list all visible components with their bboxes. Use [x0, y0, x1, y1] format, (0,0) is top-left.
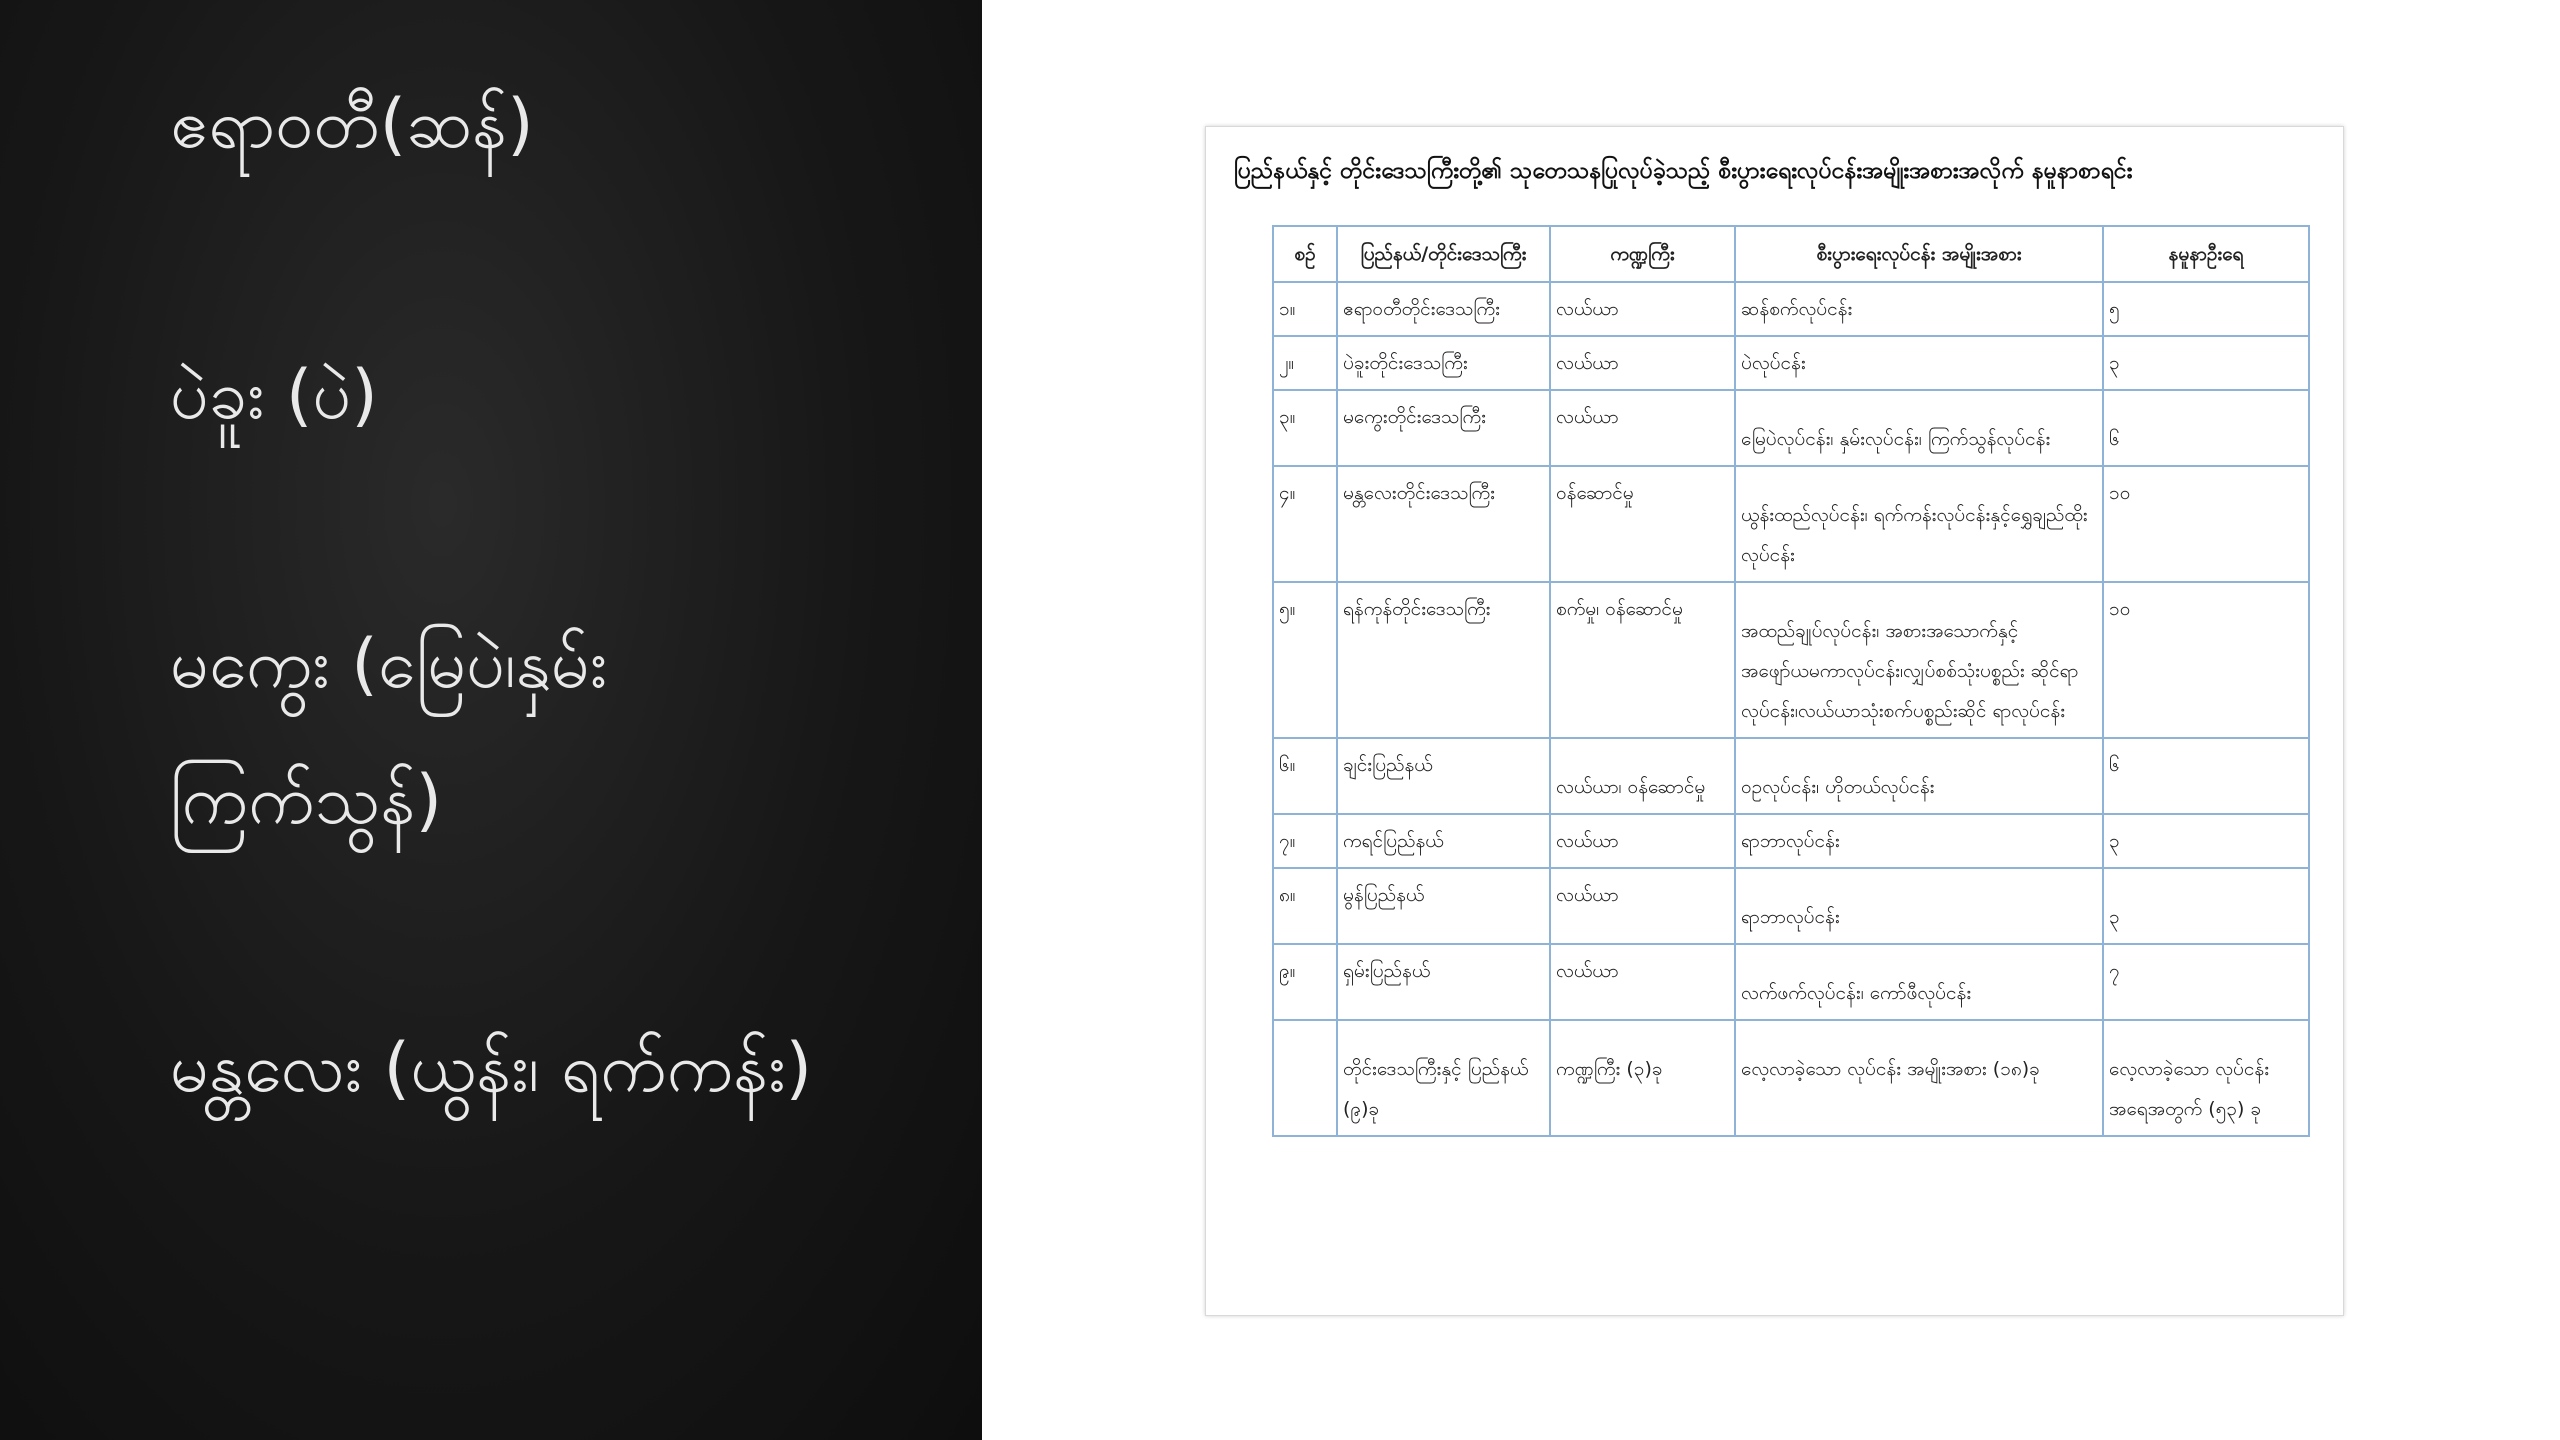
table-row [1273, 868, 2309, 944]
cell-region: ကရင်ပြည်နယ် [1337, 814, 1550, 868]
table-row [1273, 336, 2309, 390]
cell-sample: ၇ [2103, 944, 2309, 1020]
cell-no: ၃။ [1273, 390, 1337, 466]
header-sector: ကဏ္ဍကြီး [1550, 226, 1735, 282]
cell-business: အထည်ချုပ်လုပ်ငန်း၊ အစားအသောက်နှင့် အဖျော်ယမကာလုပ်ငန်း၊လျှပ်စစ်သုံးပစ္စည်း ဆိုင်ရာလုပ်ငန်း၊လယ်ယာသုံးစက်ပစ္စည်းဆိုင် ရာလုပ်ငန်း [1735, 582, 2103, 738]
cell-sample: ၃ [2103, 336, 2309, 390]
bullet-ayeyarwady: ဧရာဝတီ(ဆန်) [170, 85, 534, 164]
header-business: စီးပွားရေးလုပ်ငန်း အမျိုးအစား [1735, 226, 2103, 282]
bullet-magway-cont: ကြက်သွန်) [170, 761, 442, 840]
cell-business: ယွန်းထည်လုပ်ငန်း၊ ရက်ကန်းလုပ်ငန်းနှင့်ရွှေချည်ထိုးလုပ်ငန်း [1735, 466, 2103, 582]
table-row-summary [1273, 1020, 2309, 1136]
cell-region: ရန်ကုန်တိုင်းဒေသကြီး [1337, 582, 1550, 738]
cell-region: ချင်းပြည်နယ် [1337, 738, 1550, 814]
slide-text-panel [0, 0, 982, 1440]
cell-sample: ၅ [2103, 282, 2309, 336]
cell-sample: ၆ [2103, 738, 2309, 814]
cell-sample: ၆ [2103, 390, 2309, 466]
cell-no: ၆။ [1273, 738, 1337, 814]
cell-sample: ၃ [2103, 814, 2309, 868]
header-no: စဉ် [1273, 226, 1337, 282]
table-row [1273, 582, 2309, 738]
cell-sample: ၁၀ [2103, 582, 2309, 738]
cell-sample: ၁၀ [2103, 466, 2309, 582]
table-row [1273, 738, 2309, 814]
table-header-row [1273, 226, 2309, 282]
cell-sector: စက်မှု၊ ဝန်ဆောင်မှု [1550, 582, 1735, 738]
cell-region: မန္တလေးတိုင်းဒေသကြီး [1337, 466, 1550, 582]
cell-sector: လယ်ယာ [1550, 336, 1735, 390]
table-row [1273, 466, 2309, 582]
cell-sector: လယ်ယာ၊ ဝန်ဆောင်မှု [1550, 738, 1735, 814]
bullet-magway: မကွေး (မြေပဲ၊နှမ်း [170, 625, 608, 704]
sample-table [1272, 225, 2310, 1137]
table-row [1273, 944, 2309, 1020]
cell-region: မကွေးတိုင်းဒေသကြီး [1337, 390, 1550, 466]
cell-business: ပဲလုပ်ငန်း [1735, 336, 2103, 390]
cell-business: လေ့လာခဲ့သော လုပ်ငန်း အမျိုးအစား (၁၈)ခု [1735, 1020, 2103, 1136]
cell-no: ၇။ [1273, 814, 1337, 868]
cell-no: ၈။ [1273, 868, 1337, 944]
cell-sample: ၃ [2103, 868, 2309, 944]
cell-business: ရာဘာလုပ်ငန်း [1735, 868, 2103, 944]
cell-region: ပဲခူးတိုင်းဒေသကြီး [1337, 336, 1550, 390]
cell-no: ၉။ [1273, 944, 1337, 1020]
cell-sector: လယ်ယာ [1550, 944, 1735, 1020]
cell-region: ရှမ်းပြည်နယ် [1337, 944, 1550, 1020]
cell-sector: လယ်ယာ [1550, 390, 1735, 466]
bullet-mandalay: မန္တလေး (ယွန်း၊ ရက်ကန်း) [170, 1029, 813, 1108]
document-title: ပြည်နယ်နှင့် တိုင်းဒေသကြီးတို့၏ သုတေသနပြုလုပ်ခဲ့သည့် စီးပွားရေးလုပ်ငန်းအမျိုးအစားအလိုက် နမူနာစာရင်း [1234, 158, 2133, 184]
header-sample: နမူနာဦးရေ [2103, 226, 2309, 282]
cell-no: ၅။ [1273, 582, 1337, 738]
cell-business: ဆန်စက်လုပ်ငန်း [1735, 282, 2103, 336]
header-region: ပြည်နယ်/တိုင်းဒေသကြီး [1337, 226, 1550, 282]
table-row [1273, 390, 2309, 466]
table-row [1273, 282, 2309, 336]
cell-region: မွန်ပြည်နယ် [1337, 868, 1550, 944]
cell-region: တိုင်းဒေသကြီးနှင့် ပြည်နယ် (၉)ခု [1337, 1020, 1550, 1136]
cell-business: လက်ဖက်လုပ်ငန်း၊ ကော်ဖီလုပ်ငန်း [1735, 944, 2103, 1020]
bullet-bago: ပဲခူး (ပဲ) [170, 356, 378, 435]
table-row [1273, 814, 2309, 868]
cell-region: ဧရာဝတီတိုင်းဒေသကြီး [1337, 282, 1550, 336]
cell-sample: လေ့လာခဲ့သော လုပ်ငန်းအရေအတွက် (၅၃) ခု [2103, 1020, 2309, 1136]
cell-business: မြေပဲလုပ်ငန်း၊ နှမ်းလုပ်ငန်း၊ ကြက်သွန်လုပ်ငန်း [1735, 390, 2103, 466]
cell-no [1273, 1020, 1337, 1136]
cell-no: ၂။ [1273, 336, 1337, 390]
cell-sector: ကဏ္ဍကြီး (၃)ခု [1550, 1020, 1735, 1136]
cell-sector: လယ်ယာ [1550, 868, 1735, 944]
cell-sector: လယ်ယာ [1550, 814, 1735, 868]
cell-no: ၁။ [1273, 282, 1337, 336]
document-image [1205, 126, 2344, 1316]
cell-business: ဝဥလုပ်ငန်း၊ ဟိုတယ်လုပ်ငန်း [1735, 738, 2103, 814]
cell-sector: လယ်ယာ [1550, 282, 1735, 336]
cell-sector: ဝန်ဆောင်မှု [1550, 466, 1735, 582]
cell-business: ရာဘာလုပ်ငန်း [1735, 814, 2103, 868]
cell-no: ၄။ [1273, 466, 1337, 582]
